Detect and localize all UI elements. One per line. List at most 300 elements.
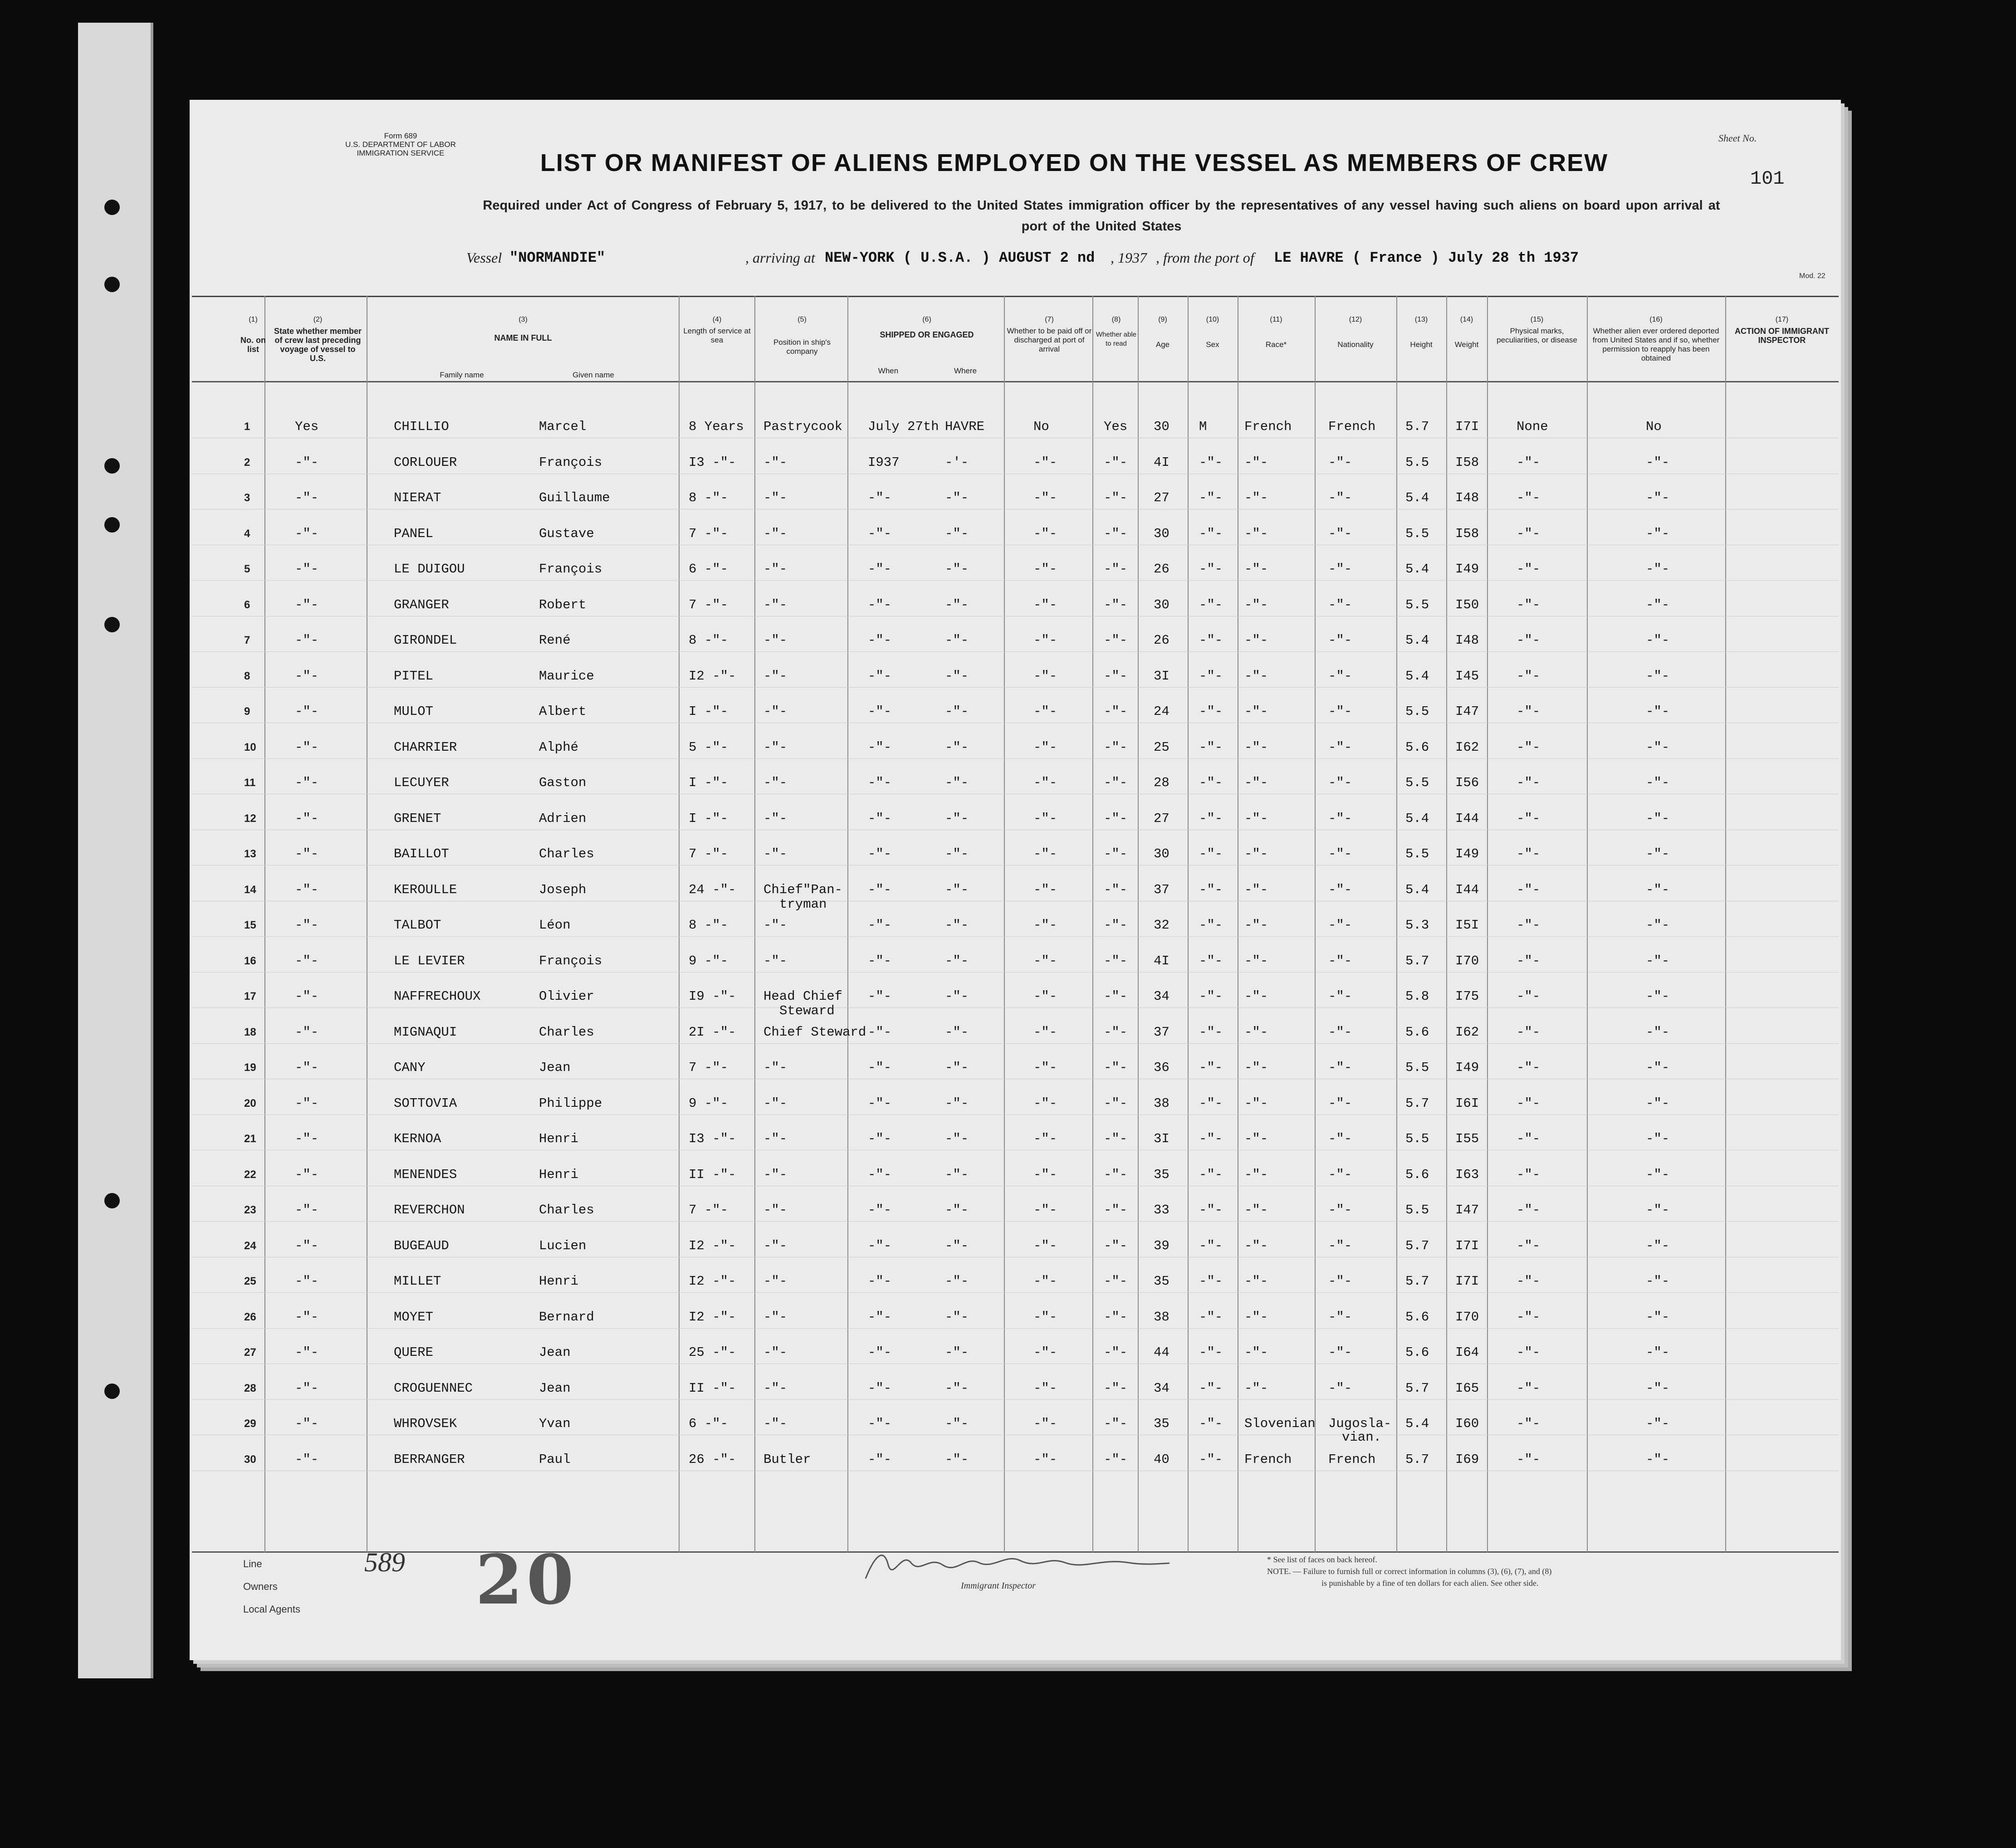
cell-service: 8 -"- (689, 633, 729, 648)
cell-age: 38 (1154, 1309, 1169, 1325)
punch-hole (104, 277, 120, 292)
col2-header: State whether member of crew last preceding voyage of vessel to U.S. (274, 327, 362, 363)
cell-nat: -"- (1328, 1203, 1352, 1217)
cell-marks: -"- (1517, 1024, 1541, 1040)
col15-number: (15) (1530, 316, 1544, 323)
cell-where: -"- (945, 562, 969, 577)
cell-marks: -"- (1517, 775, 1541, 790)
cell-prev: -"- (295, 633, 319, 648)
from-port-label: , from the port of (1156, 249, 1254, 266)
row-rule (192, 972, 1839, 973)
cell-marks: -"- (1517, 1060, 1541, 1075)
cell-paid: -"- (1033, 633, 1057, 648)
punch-hole (104, 458, 120, 474)
cell-paid: -"- (1033, 1452, 1057, 1467)
cell-position: -"- (763, 811, 788, 826)
cell-sex: -"- (1199, 989, 1223, 1004)
manifest-sheet (190, 100, 1841, 1660)
cell-weight: I44 (1455, 811, 1479, 826)
cell-when: -"- (868, 1345, 892, 1360)
col3-given-header: Given name (573, 371, 614, 379)
cell-given: Robert (539, 597, 587, 612)
cell-deport: -"- (1646, 1309, 1670, 1325)
cell-when: -"- (868, 846, 892, 861)
cell-prev: -"- (295, 989, 319, 1004)
cell-service: I -"- (689, 704, 729, 719)
col9-header: Age (1155, 340, 1170, 349)
cell-deport: -"- (1646, 562, 1670, 577)
cell-nat: -"- (1328, 989, 1352, 1004)
cell-sex: -"- (1199, 490, 1223, 505)
cell-prev: -"- (295, 811, 319, 826)
cell-weight: I48 (1455, 633, 1479, 648)
cell-sex: -"- (1199, 1203, 1223, 1217)
cell-paid: -"- (1033, 811, 1057, 826)
cell-no: 18 (244, 1026, 256, 1038)
cell-weight: I47 (1455, 704, 1479, 719)
cell-marks: -"- (1517, 953, 1541, 968)
cell-no: 20 (244, 1097, 256, 1110)
cell-height: 5.5 (1405, 1203, 1429, 1217)
cell-race: -"- (1244, 1167, 1268, 1182)
row-rule (192, 580, 1839, 581)
cell-when: -"- (868, 811, 892, 826)
cell-no: 1 (244, 420, 250, 433)
cell-position: -"- (763, 597, 788, 612)
col10-number: (10) (1206, 316, 1219, 323)
cell-when: -"- (868, 1380, 892, 1396)
cell-family: WHROVSEK (394, 1416, 457, 1431)
cell-deport: -"- (1646, 455, 1670, 470)
cell-paid: -"- (1033, 1380, 1057, 1396)
cell-marks: -"- (1517, 846, 1541, 861)
cell-nat: French (1328, 419, 1376, 434)
cell-height: 5.5 (1405, 846, 1429, 861)
cell-paid: -"- (1033, 1238, 1057, 1253)
punch-hole (104, 517, 120, 533)
cell-marks: -"- (1517, 1095, 1541, 1111)
cell-race: -"- (1244, 668, 1268, 684)
cell-weight: I47 (1455, 1203, 1479, 1217)
cell-read: -"- (1104, 1167, 1128, 1182)
cell-read: -"- (1104, 490, 1128, 505)
cell-age: 34 (1154, 1380, 1169, 1396)
cell-position: Chief"Pan- (763, 882, 843, 897)
cell-prev: -"- (295, 1060, 319, 1075)
cell-deport: -"- (1646, 633, 1670, 648)
cell-position: -"- (763, 704, 788, 719)
cell-when: -"- (868, 1238, 892, 1253)
cell-marks: -"- (1517, 1167, 1541, 1182)
cell-prev: -"- (295, 1167, 319, 1182)
cell-position: Head Chief (763, 989, 843, 1004)
cell-weight: I7I (1455, 1238, 1479, 1253)
cell-service: I9 -"- (689, 989, 736, 1004)
cell-race: -"- (1244, 775, 1268, 790)
cell-family: CORLOUER (394, 455, 457, 470)
cell-weight: I62 (1455, 739, 1479, 755)
cell-race: Slovenian (1244, 1416, 1316, 1431)
cell-nat: -"- (1328, 1309, 1352, 1325)
cell-service: I2 -"- (689, 668, 736, 684)
cell-prev: -"- (295, 562, 319, 577)
cell-deport: -"- (1646, 918, 1670, 933)
row-rule (192, 687, 1839, 688)
cell-read: -"- (1104, 882, 1128, 897)
cell-height: 5.5 (1405, 704, 1429, 719)
cell-marks: -"- (1517, 704, 1541, 719)
cell-no: 29 (244, 1418, 256, 1430)
cell-family: CHILLIO (394, 419, 449, 434)
cell-weight: I44 (1455, 882, 1479, 897)
cell-height: 5.6 (1405, 1024, 1429, 1040)
cell-given: Adrien (539, 811, 587, 826)
cell-position: -"- (763, 1060, 788, 1075)
cell-prev: -"- (295, 490, 319, 505)
cell-when: -"- (868, 1024, 892, 1040)
cell-paid: -"- (1033, 1131, 1057, 1146)
cell-weight: I49 (1455, 1060, 1479, 1075)
cell-deport: -"- (1646, 1345, 1670, 1360)
cell-family: LE LEVIER (394, 953, 465, 968)
cell-family: PANEL (394, 526, 434, 541)
cell-no: 19 (244, 1061, 256, 1074)
cell-given: Gustave (539, 526, 594, 541)
cell-when: -"- (868, 704, 892, 719)
cell-nat: -"- (1328, 918, 1352, 933)
cell-where: -"- (945, 597, 969, 612)
cell-read: -"- (1104, 989, 1128, 1004)
cell-paid: -"- (1033, 775, 1057, 790)
cell-weight: I6I (1455, 1095, 1479, 1111)
arriving-label: , arriving at (745, 249, 815, 266)
cell-family: MOYET (394, 1309, 434, 1325)
cell-position: -"- (763, 490, 788, 505)
cell-where: -"- (945, 526, 969, 541)
cell-family: TALBOT (394, 918, 441, 933)
cell-family: MULOT (394, 704, 434, 719)
cell-service: II -"- (689, 1167, 736, 1182)
col7-header: Whether to be paid off or discharged at port of arrival (1007, 327, 1092, 353)
cell-position-cont: tryman (779, 896, 827, 912)
cell-deport: -"- (1646, 597, 1670, 612)
binding-strip (78, 23, 153, 1678)
cell-height: 5.6 (1405, 739, 1429, 755)
inspector-label: Immigrant Inspector (961, 1581, 1036, 1591)
cell-service: 5 -"- (689, 739, 729, 755)
cell-service: 7 -"- (689, 1203, 729, 1217)
cell-deport: -"- (1646, 989, 1670, 1004)
cell-weight: I64 (1455, 1345, 1479, 1360)
cell-read: -"- (1104, 918, 1128, 933)
cell-when: -"- (868, 668, 892, 684)
cell-where: -"- (945, 1416, 969, 1431)
cell-paid: -"- (1033, 918, 1057, 933)
cell-given: Marcel (539, 419, 587, 434)
cell-marks: -"- (1517, 668, 1541, 684)
cell-age: 30 (1154, 597, 1169, 612)
col8-number: (8) (1111, 316, 1121, 323)
cell-nat: -"- (1328, 1131, 1352, 1146)
cell-deport: -"- (1646, 882, 1670, 897)
cell-height: 5.8 (1405, 989, 1429, 1004)
cell-age: 35 (1154, 1274, 1169, 1289)
cell-read: -"- (1104, 704, 1128, 719)
cell-deport: -"- (1646, 1380, 1670, 1396)
cell-when: -"- (868, 1095, 892, 1111)
cell-no: 23 (244, 1204, 256, 1216)
cell-age: 3I (1154, 668, 1169, 684)
cell-age: 37 (1154, 1024, 1169, 1040)
cell-family: KERNOA (394, 1131, 441, 1146)
cell-read: Yes (1104, 419, 1128, 434)
cell-given: Jean (539, 1345, 571, 1360)
note-line: NOTE. — Failure to furnish full or correct information in columns (3), (6), (7), and (8) (1267, 1567, 1552, 1576)
page-subtitle (353, 195, 1850, 237)
cell-race: -"- (1244, 1238, 1268, 1253)
cell-deport: -"- (1646, 846, 1670, 861)
cell-position: -"- (763, 1131, 788, 1146)
cell-family: MENENDES (394, 1167, 457, 1182)
cell-family: BUGEAUD (394, 1238, 449, 1253)
cell-height: 5.7 (1405, 419, 1429, 434)
table-top-rule (192, 296, 1839, 297)
cell-service: 25 -"- (689, 1345, 736, 1360)
col12-header: Nationality (1337, 340, 1374, 349)
cell-read: -"- (1104, 1452, 1128, 1467)
cell-nat: -"- (1328, 704, 1352, 719)
cell-when: -"- (868, 1309, 892, 1325)
cell-height: 5.7 (1405, 1095, 1429, 1111)
cell-no: 10 (244, 741, 256, 753)
cell-no: 2 (244, 456, 250, 469)
cell-position: -"- (763, 739, 788, 755)
cell-sex: -"- (1199, 562, 1223, 577)
cell-position: -"- (763, 455, 788, 470)
cell-no: 21 (244, 1133, 256, 1145)
cell-deport: -"- (1646, 1060, 1670, 1075)
cell-age: 28 (1154, 775, 1169, 790)
cell-where: -"- (945, 633, 969, 648)
cell-age: 26 (1154, 562, 1169, 577)
cell-prev: -"- (295, 918, 319, 933)
cell-where: -"- (945, 1380, 969, 1396)
cell-no: 22 (244, 1168, 256, 1181)
row-rule (192, 1007, 1839, 1008)
table-header-rule (192, 381, 1839, 382)
cell-nat: -"- (1328, 953, 1352, 968)
cell-weight: I70 (1455, 1309, 1479, 1325)
cell-position: -"- (763, 953, 788, 968)
cell-sex: -"- (1199, 633, 1223, 648)
mod-label: Mod. 22 (1799, 272, 1825, 280)
cell-paid: -"- (1033, 1167, 1057, 1182)
cell-position-cont: Steward (779, 1003, 835, 1018)
cell-given: François (539, 562, 602, 577)
cell-service: 8 Years (689, 419, 744, 434)
cell-family: LE DUIGOU (394, 562, 465, 577)
cell-service: 7 -"- (689, 846, 729, 861)
cell-given: Léon (539, 918, 571, 933)
cell-service: I3 -"- (689, 1131, 736, 1146)
cell-given: Olivier (539, 989, 594, 1004)
cell-where: -"- (945, 1131, 969, 1146)
vessel-name: "NORMANDIE" (509, 249, 606, 266)
cell-when: -"- (868, 526, 892, 541)
cell-height: 5.4 (1405, 1416, 1429, 1431)
cell-race: -"- (1244, 811, 1268, 826)
cell-paid: -"- (1033, 989, 1057, 1004)
cell-weight: I5I (1455, 918, 1479, 933)
cell-no: 24 (244, 1239, 256, 1252)
cell-sex: -"- (1199, 668, 1223, 684)
cell-deport: -"- (1646, 1095, 1670, 1111)
cell-race: -"- (1244, 526, 1268, 541)
cell-no: 6 (244, 598, 250, 611)
cell-height: 5.6 (1405, 1309, 1429, 1325)
cell-height: 5.4 (1405, 562, 1429, 577)
cell-prev: -"- (295, 882, 319, 897)
cell-paid: -"- (1033, 704, 1057, 719)
cell-height: 5.4 (1405, 633, 1429, 648)
cell-weight: I62 (1455, 1024, 1479, 1040)
cell-paid: -"- (1033, 882, 1057, 897)
cell-height: 5.5 (1405, 1060, 1429, 1075)
cell-service: 7 -"- (689, 597, 729, 612)
sheet-number: 101 (1750, 168, 1785, 190)
cell-marks: -"- (1517, 918, 1541, 933)
cell-where: -"- (945, 1452, 969, 1467)
cell-paid: -"- (1033, 1024, 1057, 1040)
cell-race: -"- (1244, 562, 1268, 577)
col10-header: Sex (1206, 340, 1219, 349)
cell-deport: -"- (1646, 1416, 1670, 1431)
cell-race: -"- (1244, 490, 1268, 505)
cell-given: Gaston (539, 775, 587, 790)
cell-marks: -"- (1517, 1274, 1541, 1289)
cell-height: 5.7 (1405, 1380, 1429, 1396)
cell-nat: -"- (1328, 1060, 1352, 1075)
cell-read: -"- (1104, 1060, 1128, 1075)
cell-age: 35 (1154, 1416, 1169, 1431)
row-rule (192, 936, 1839, 937)
cell-weight: I7I (1455, 1274, 1479, 1289)
col5-number: (5) (798, 316, 807, 323)
col17-number: (17) (1775, 316, 1789, 323)
cell-given: François (539, 455, 602, 470)
col13-header: Height (1410, 340, 1433, 349)
punch-hole (104, 1193, 120, 1208)
row-rule (192, 1399, 1839, 1400)
col11-header: Race* (1265, 340, 1287, 349)
cell-given: Jean (539, 1060, 571, 1075)
cell-family: NAFFRECHOUX (394, 989, 481, 1004)
cell-age: 4I (1154, 953, 1169, 968)
cell-position: Chief Steward (763, 1024, 866, 1040)
cell-deport: -"- (1646, 1024, 1670, 1040)
cell-paid: -"- (1033, 1345, 1057, 1360)
cell-given: Yvan (539, 1416, 571, 1431)
cell-height: 5.7 (1405, 1238, 1429, 1253)
cell-nat: -"- (1328, 1167, 1352, 1182)
cell-race: -"- (1244, 1203, 1268, 1217)
cell-given: Charles (539, 1203, 594, 1217)
cell-service: II -"- (689, 1380, 736, 1396)
cell-sex: -"- (1199, 775, 1223, 790)
punch-hole (104, 200, 120, 215)
row-rule (192, 1043, 1839, 1044)
cell-marks: -"- (1517, 989, 1541, 1004)
cell-age: 25 (1154, 739, 1169, 755)
cell-paid: -"- (1033, 455, 1057, 470)
cell-age: 38 (1154, 1095, 1169, 1111)
cell-height: 5.5 (1405, 1131, 1429, 1146)
cell-read: -"- (1104, 1274, 1128, 1289)
cell-weight: I63 (1455, 1167, 1479, 1182)
cell-no: 3 (244, 492, 250, 504)
cell-given: Alphé (539, 739, 579, 755)
cell-nat: -"- (1328, 739, 1352, 755)
cell-age: 39 (1154, 1238, 1169, 1253)
cell-position: -"- (763, 1416, 788, 1431)
cell-marks: -"- (1517, 1203, 1541, 1217)
cell-where: -"- (945, 1203, 969, 1217)
cell-paid: -"- (1033, 490, 1057, 505)
cell-where: -"- (945, 668, 969, 684)
cell-no: 28 (244, 1382, 256, 1394)
cell-read: -"- (1104, 1380, 1128, 1396)
cell-marks: -"- (1517, 1416, 1541, 1431)
cell-when: -"- (868, 882, 892, 897)
cell-family: BERRANGER (394, 1452, 465, 1467)
cell-prev: -"- (295, 526, 319, 541)
cell-read: -"- (1104, 811, 1128, 826)
cell-no: 16 (244, 954, 256, 967)
cell-no: 17 (244, 990, 256, 1002)
cell-deport: -"- (1646, 953, 1670, 968)
cell-sex: -"- (1199, 953, 1223, 968)
handwritten-number: 589 (364, 1547, 405, 1577)
cell-race: -"- (1244, 455, 1268, 470)
cell-nat: -"- (1328, 668, 1352, 684)
cell-nat: -"- (1328, 597, 1352, 612)
cell-weight: I56 (1455, 775, 1479, 790)
cell-age: 30 (1154, 419, 1169, 434)
cell-when: -"- (868, 1167, 892, 1182)
cell-sex: -"- (1199, 1167, 1223, 1182)
cell-position: -"- (763, 918, 788, 933)
cell-deport: -"- (1646, 1203, 1670, 1217)
cell-deport: -"- (1646, 739, 1670, 755)
cell-family: GRENET (394, 811, 441, 826)
cell-family: MILLET (394, 1274, 441, 1289)
row-rule (192, 1328, 1839, 1329)
cell-weight: I48 (1455, 490, 1479, 505)
cell-when: -"- (868, 953, 892, 968)
cell-when: I937 (868, 455, 900, 470)
cell-given: Philippe (539, 1095, 602, 1111)
cell-position: -"- (763, 1095, 788, 1111)
cell-nat: -"- (1328, 1024, 1352, 1040)
cell-read: -"- (1104, 597, 1128, 612)
cell-family: CHARRIER (394, 739, 457, 755)
cell-given: Bernard (539, 1309, 594, 1325)
cell-service: I2 -"- (689, 1274, 736, 1289)
cell-nat: -"- (1328, 811, 1352, 826)
cell-service: 8 -"- (689, 490, 729, 505)
cell-position: -"- (763, 526, 788, 541)
cell-sex: -"- (1199, 1274, 1223, 1289)
